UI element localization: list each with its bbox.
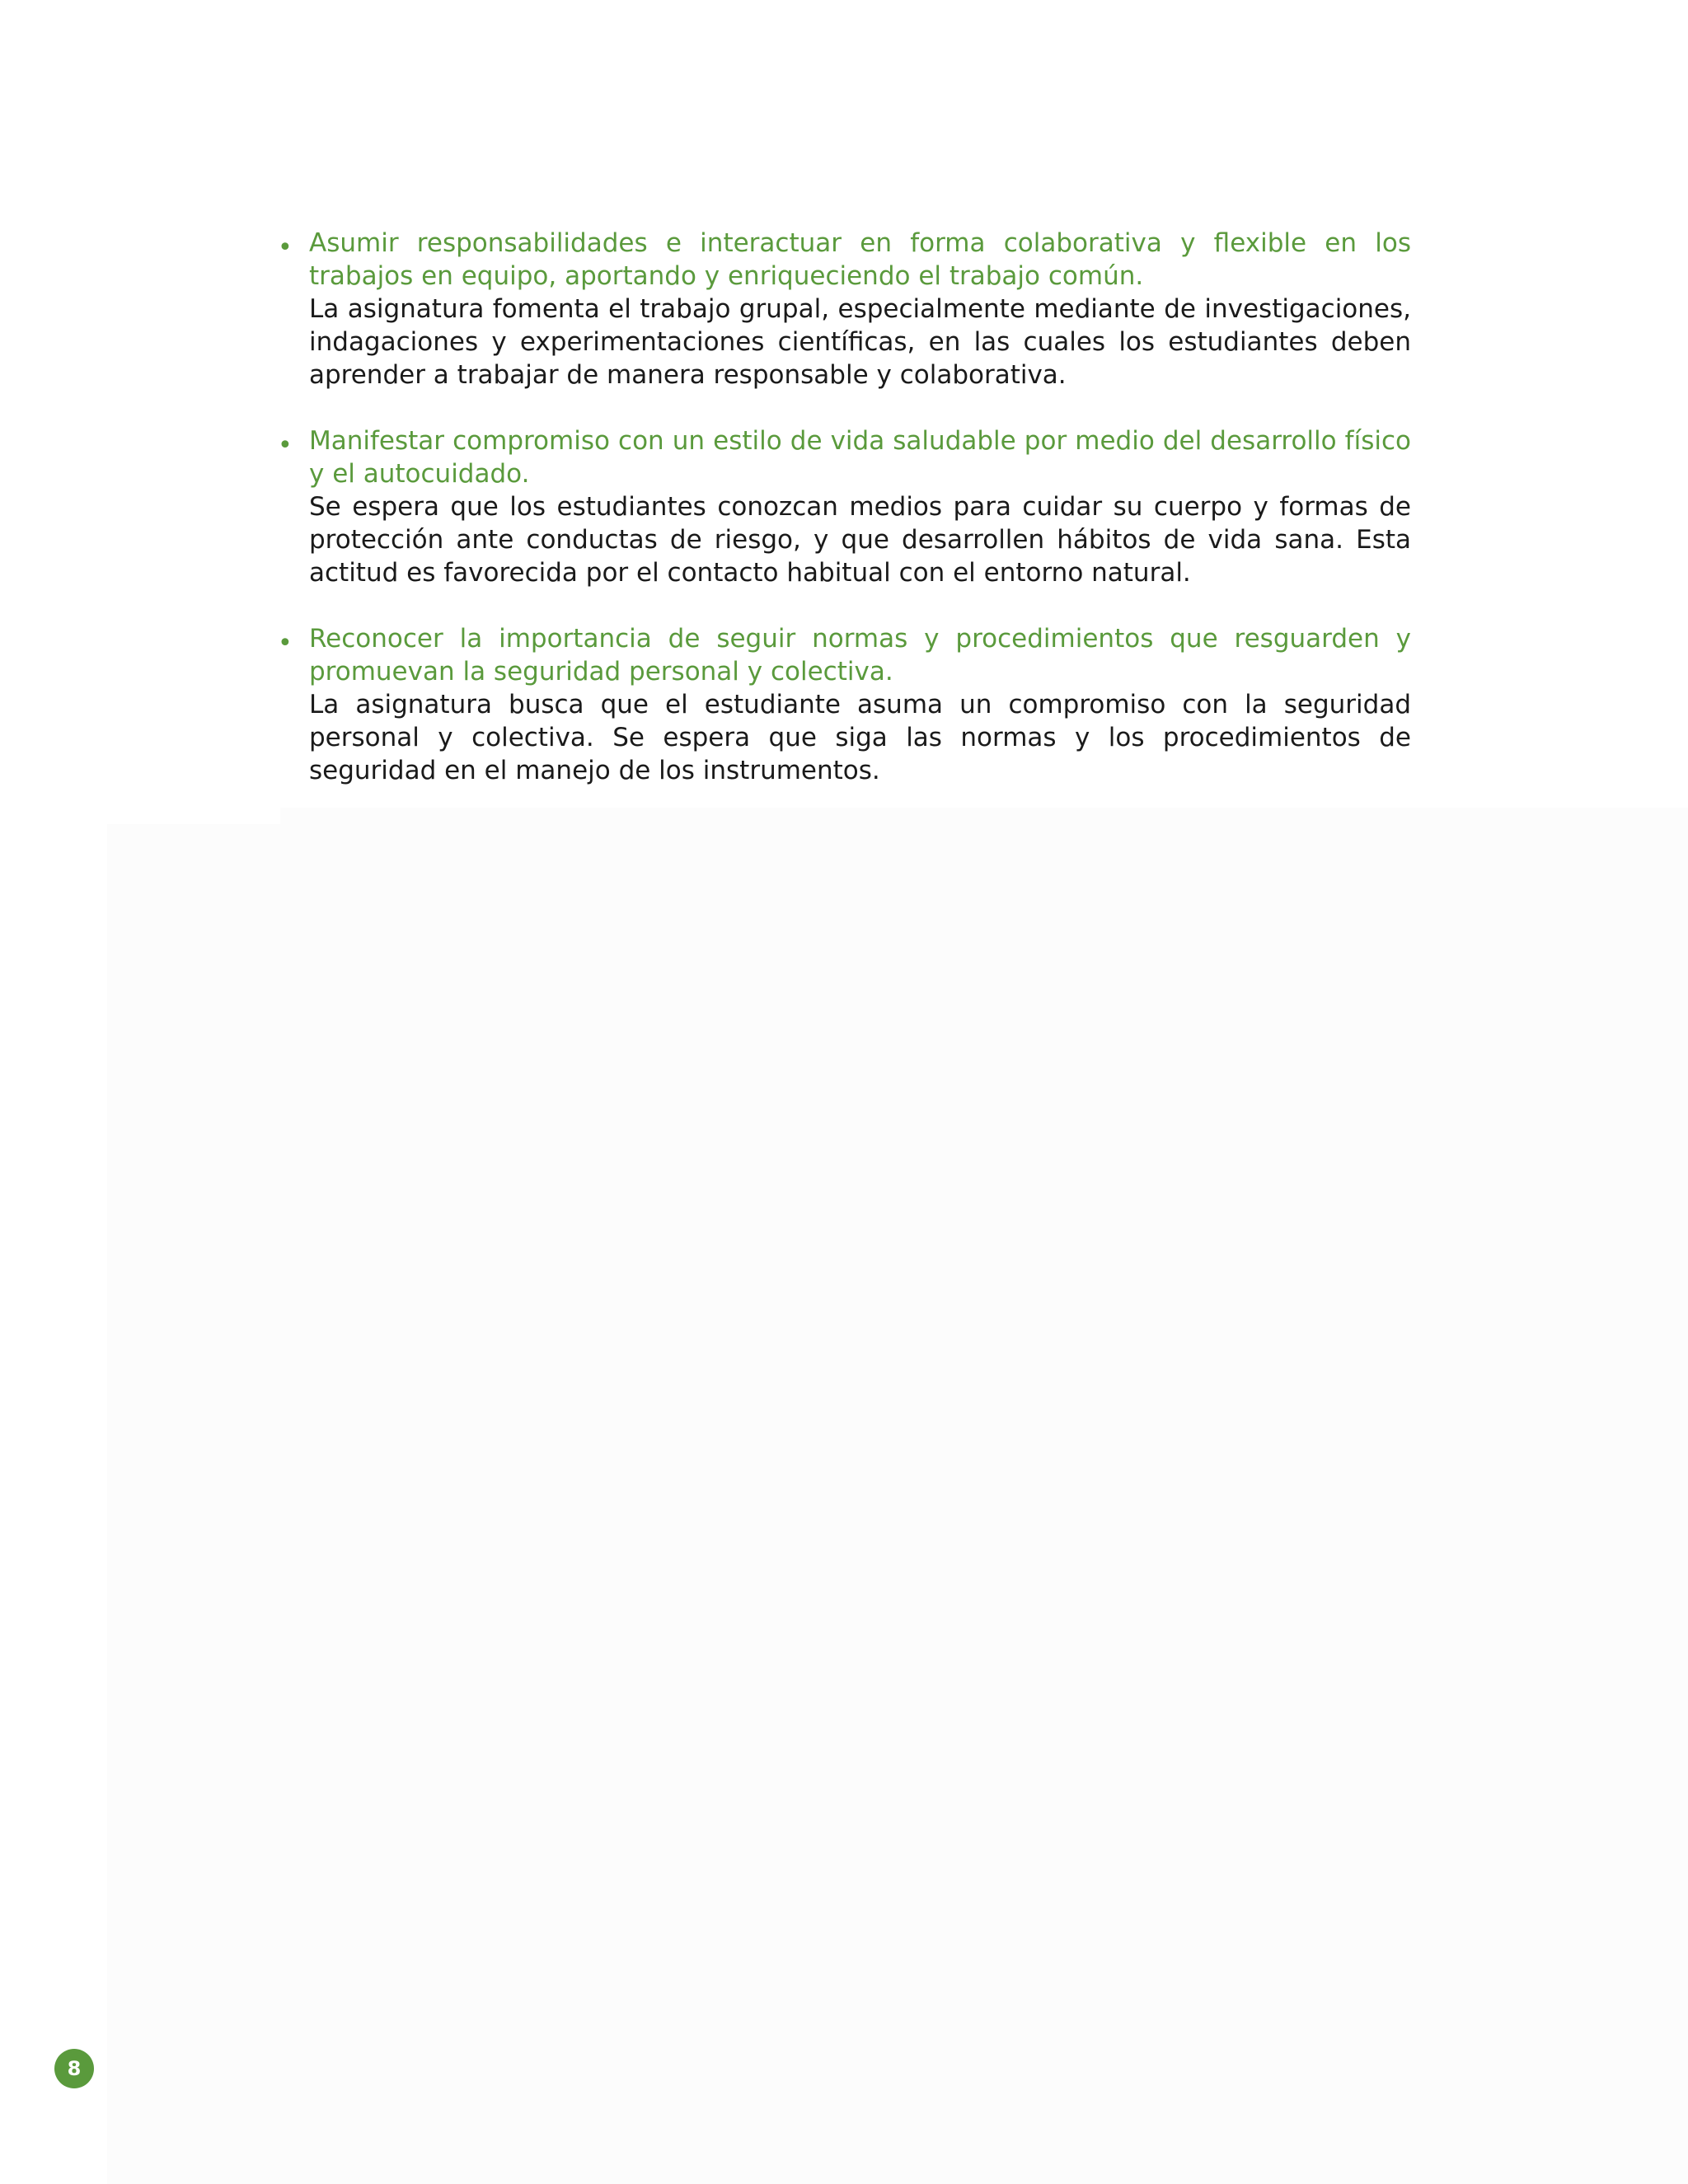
page-number-badge: 8 <box>54 2049 94 2088</box>
item-heading: Reconocer la importancia de seguir normas y procedimientos que resguarden y promuevan la seguridad personal y colectiva. <box>309 624 1411 687</box>
item-heading: Manifestar compromiso con un estilo de vida saludable por medio del desarrollo físico y el autocuidado. <box>309 426 1411 489</box>
item-body: Se espera que los estudiantes conozcan medios para cuidar su cuerpo y formas de protección ante conductas de riesgo, y que desarrollen hábitos de vida sana. Esta actitud es favorecida por el contacto habitual con el entorno natural. <box>309 492 1411 588</box>
bullet-icon: • <box>278 431 293 460</box>
bullet-icon: • <box>278 629 293 658</box>
list-item <box>270 227 1411 391</box>
item-heading: Asumir responsabilidades e interactuar en forma colaborativa y flexible en los trabajos en equipo, aportando y enriqueciendo el trabajo común. <box>309 228 1411 291</box>
list-item <box>270 622 1411 787</box>
attitudes-list <box>270 227 1411 820</box>
list-item <box>270 424 1411 589</box>
page-background-tint-upper <box>280 808 1688 2184</box>
item-body: La asignatura busca que el estudiante asuma un compromiso con la seguridad personal y colectiva. Se espera que siga las normas y los procedimientos de seguridad en el manejo de los instrumentos. <box>309 690 1411 785</box>
bullet-icon: • <box>278 233 293 262</box>
item-body: La asignatura fomenta el trabajo grupal, especialmente mediante de investigaciones, indagaciones y experimentaciones científicas, en las cuales los estudiantes deben aprender a trabajar de manera responsable y colaborativa. <box>309 294 1411 390</box>
